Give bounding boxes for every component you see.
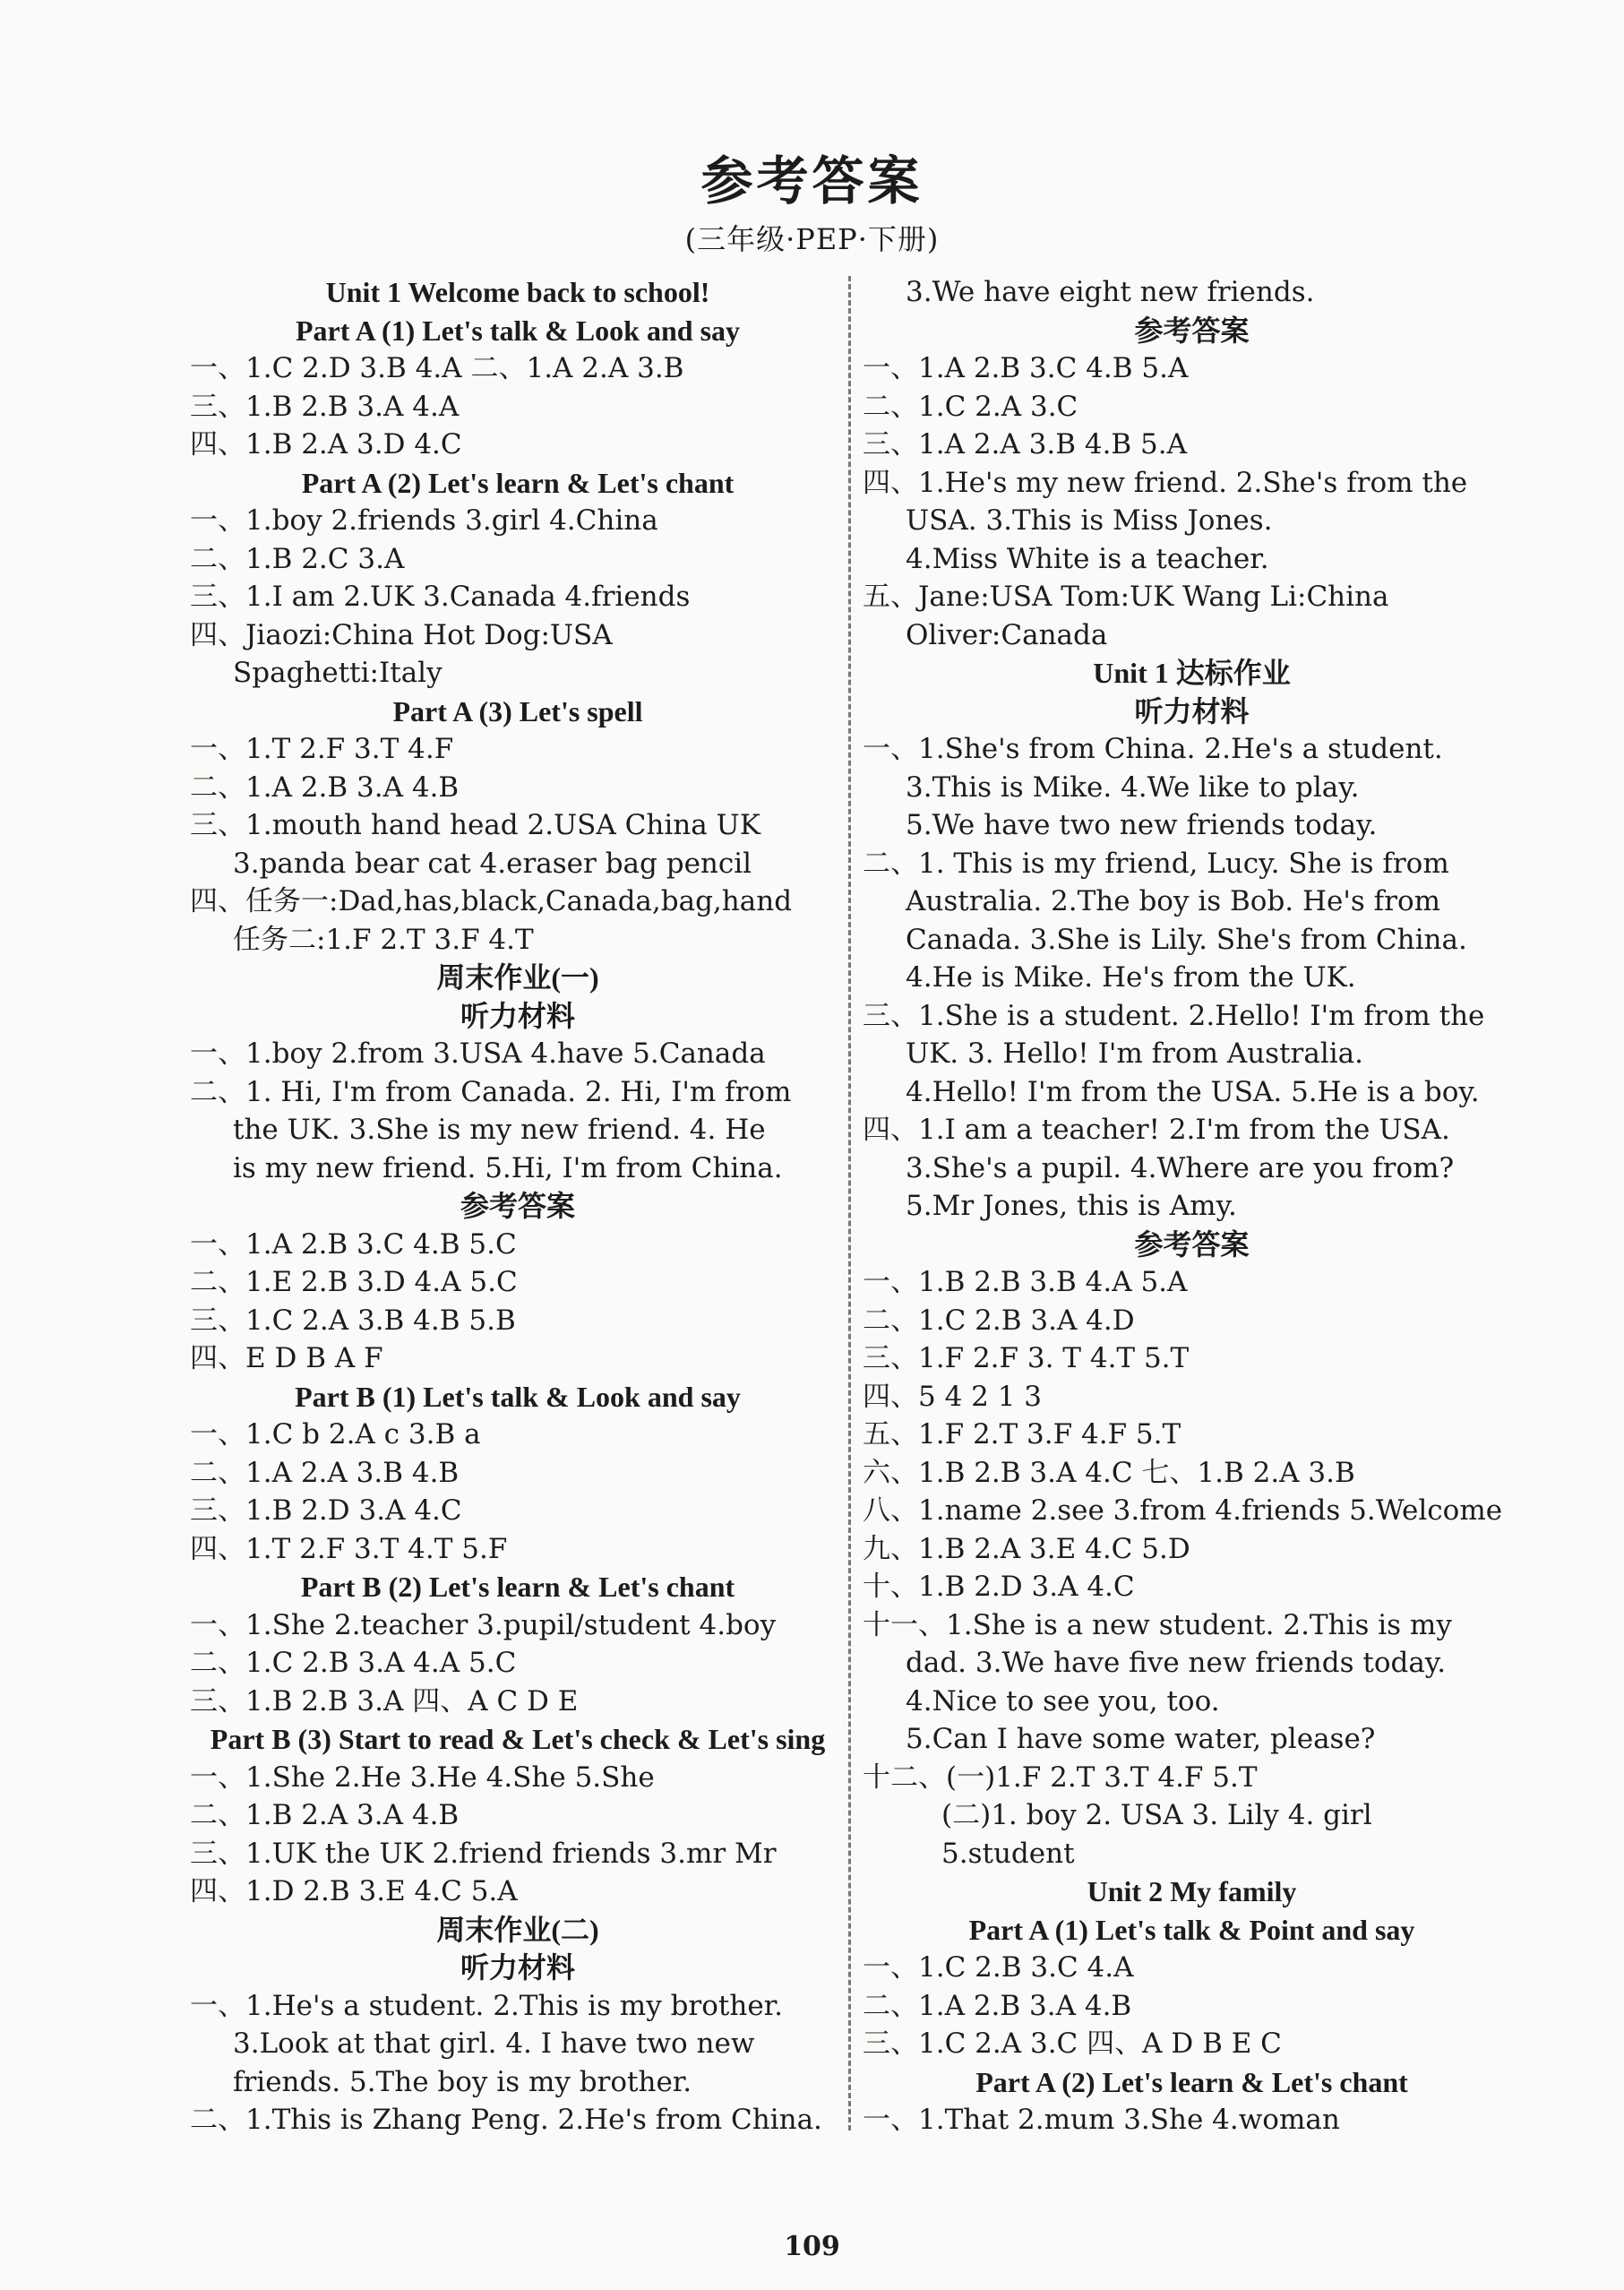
answer-line: 二、1.A 2.A 3.B 4.B — [190, 1456, 460, 1489]
answer-line: 一、1.That 2.mum 3.She 4.woman — [863, 2104, 1340, 2136]
right-column — [863, 273, 1521, 2139]
answer-line: 六、1.B 2.B 3.A 4.C 七、1.B 2.A 3.B — [863, 1456, 1355, 1489]
answer-line: 任务二:1.F 2.T 3.F 4.T — [233, 923, 534, 956]
section-heading: 周末作业(二) — [436, 1913, 599, 1946]
answer-line: 五、Jane:USA Tom:UK Wang Li:China — [863, 581, 1389, 613]
answer-line: 一、1.boy 2.from 3.USA 4.have 5.Canada — [190, 1037, 766, 1070]
answer-line: 二、1.C 2.B 3.A 4.D — [863, 1304, 1135, 1337]
section-heading: 听力材料 — [1134, 694, 1250, 727]
answer-line: Australia. 2.The boy is Bob. He's from — [906, 885, 1441, 917]
section-heading: 周末作业(一) — [436, 961, 599, 994]
answer-line: UK. 3. Hello! I'm from Australia. — [906, 1037, 1364, 1070]
answer-line: 一、1.C 2.D 3.B 4.A 二、1.A 2.A 3.B — [190, 352, 684, 384]
answer-line: 一、1.boy 2.friends 3.girl 4.China — [190, 504, 658, 537]
answer-line: 十、1.B 2.D 3.A 4.C — [863, 1571, 1135, 1603]
answer-line: Canada. 3.She is Lily. She's from China. — [906, 923, 1467, 956]
page-subtitle: (三年级·PEP·下册) — [684, 222, 940, 256]
answer-line: 一、1.He's a student. 2.This is my brother. — [190, 1989, 783, 2022]
page-number: 109 — [784, 2231, 840, 2262]
answer-line: 八、1.name 2.see 3.from 4.friends 5.Welcome — [863, 1494, 1503, 1527]
section-heading: Unit 2 My family — [1087, 1875, 1297, 1907]
column-divider — [848, 276, 851, 2131]
answer-line: 二、1. Hi, I'm from Canada. 2. Hi, I'm from — [190, 1075, 792, 1108]
answer-line: 二、1.A 2.B 3.A 4.B — [190, 771, 460, 804]
answer-line: 一、1.She's from China. 2.He's a student. — [863, 733, 1443, 765]
answer-line: 四、5 4 2 1 3 — [863, 1380, 1043, 1413]
answer-line: 一、1.A 2.B 3.C 4.B 5.C — [190, 1227, 517, 1261]
answer-line: 二、1.B 2.C 3.A — [190, 542, 405, 575]
section-heading: Part A (3) Let's spell — [392, 694, 643, 727]
page-title: 参考答案 — [700, 151, 924, 211]
answer-line: 十二、(一)1.F 2.T 3.T 4.F 5.T — [863, 1761, 1258, 1794]
answer-line: 九、1.B 2.A 3.E 4.C 5.D — [863, 1532, 1190, 1565]
answer-line: 十一、1.She is a new student. 2.This is my — [863, 1608, 1452, 1641]
answer-line: 三、1.I am 2.UK 3.Canada 4.friends — [190, 581, 691, 613]
section-heading: 听力材料 — [460, 1951, 575, 1984]
answer-line: 一、1.C 2.B 3.C 4.A — [863, 1951, 1134, 1984]
answer-line: USA. 3.This is Miss Jones. — [906, 504, 1273, 537]
answer-line: 三、1.C 2.A 3.B 4.B 5.B — [190, 1304, 516, 1337]
answer-line: 3.Look at that girl. 4. I have two new — [233, 2027, 755, 2060]
section-heading: Part A (2) Let's learn & Let's chant — [975, 2065, 1408, 2098]
answer-line: 一、1.She 2.teacher 3.pupil/student 4.boy — [190, 1608, 777, 1641]
answer-line: 四、任务一:Dad,has,black,Canada,bag,hand — [190, 885, 793, 917]
answer-line: 二、1.C 2.B 3.A 4.A 5.C — [190, 1647, 517, 1679]
answer-line: 4.Hello! I'm from the USA. 5.He is a boy. — [906, 1075, 1480, 1108]
answer-line: 四、Jiaozi:China Hot Dog:USA — [190, 618, 613, 651]
answer-line: 一、1.B 2.B 3.B 4.A 5.A — [863, 1266, 1188, 1298]
section-heading: 参考答案 — [1134, 1227, 1250, 1261]
answer-line: 二、1.C 2.A 3.C — [863, 390, 1078, 423]
answer-line: 三、1.B 2.D 3.A 4.C — [190, 1494, 462, 1527]
answer-line: 5.Mr Jones, this is Amy. — [906, 1190, 1237, 1222]
answer-line: 三、1.mouth hand head 2.USA China UK — [190, 809, 760, 841]
section-heading: Unit 1 Welcome back to school! — [325, 276, 710, 308]
answer-line: 四、1.T 2.F 3.T 4.T 5.F — [190, 1532, 508, 1565]
answer-line: 一、1.She 2.He 3.He 4.She 5.She — [190, 1761, 655, 1794]
section-heading: Part A (1) Let's talk & Point and say — [968, 1913, 1415, 1946]
answer-line: 四、1.B 2.A 3.D 4.C — [190, 428, 462, 461]
answer-line: 三、1.F 2.F 3. T 4.T 5.T — [863, 1342, 1190, 1374]
answer-line: 二、1.E 2.B 3.D 4.A 5.C — [190, 1266, 518, 1298]
answer-line: 一、1.T 2.F 3.T 4.F — [190, 733, 454, 765]
answer-line: 三、1.B 2.B 3.A 四、A C D E — [190, 1684, 579, 1718]
answer-line: 三、1.UK the UK 2.friend friends 3.mr Mr — [190, 1837, 777, 1870]
answer-line: dad. 3.We have five new friends today. — [906, 1647, 1447, 1679]
answer-line: (二)1. boy 2. USA 3. Lily 4. girl — [941, 1799, 1372, 1831]
section-heading: Part A (1) Let's talk & Look and say — [295, 314, 741, 347]
section-heading: 参考答案 — [460, 1190, 575, 1222]
section-heading: Part B (1) Let's talk & Look and say — [295, 1380, 741, 1413]
answer-line: Spaghetti:Italy — [233, 657, 443, 689]
answer-line: 4.He is Mike. He's from the UK. — [906, 961, 1356, 994]
answer-line: 二、1. This is my friend, Lucy. She is from — [863, 847, 1449, 880]
answer-line: 三、1.She is a student. 2.Hello! I'm from the — [863, 999, 1485, 1032]
answer-line: 4.Nice to see you, too. — [906, 1684, 1220, 1718]
section-heading: Part B (2) Let's learn & Let's chant — [300, 1571, 735, 1603]
section-heading: 参考答案 — [1134, 314, 1250, 347]
answer-line: 四、1.He's my new friend. 2.She's from the — [863, 466, 1468, 499]
answer-line: 3.She's a pupil. 4.Where are you from? — [906, 1151, 1455, 1184]
answer-line: 4.Miss White is a teacher. — [906, 542, 1269, 575]
answer-line: 3.This is Mike. 4.We like to play. — [906, 771, 1360, 804]
answer-line: friends. 5.The boy is my brother. — [233, 2065, 692, 2098]
answer-line: 3.panda bear cat 4.eraser bag pencil — [233, 847, 752, 880]
answer-line: 二、1.A 2.B 3.A 4.B — [863, 1989, 1132, 2022]
answer-line: 5.student — [941, 1837, 1075, 1870]
answer-line: 二、1.This is Zhang Peng. 2.He's from China. — [190, 2104, 822, 2136]
answer-line: 四、E D B A F — [190, 1342, 383, 1374]
section-heading: Part B (3) Start to read & Let's check & Let's sing — [210, 1723, 826, 1755]
answer-line: Oliver:Canada — [906, 618, 1108, 651]
answer-line: 四、1.D 2.B 3.E 4.C 5.A — [190, 1875, 518, 1907]
section-heading: Unit 1 达标作业 — [1093, 657, 1291, 689]
answer-line: 一、1.A 2.B 3.C 4.B 5.A — [863, 352, 1189, 384]
answer-line: 二、1.B 2.A 3.A 4.B — [190, 1799, 460, 1831]
answer-line: 5.Can I have some water, please? — [906, 1723, 1376, 1755]
answer-line: 三、1.B 2.B 3.A 4.A — [190, 390, 460, 423]
answer-line: 五、1.F 2.T 3.F 4.F 5.T — [863, 1418, 1181, 1451]
answer-line: is my new friend. 5.Hi, I'm from China. — [233, 1151, 783, 1184]
left-column — [190, 273, 846, 2139]
answer-line: the UK. 3.She is my new friend. 4. He — [233, 1114, 766, 1146]
answer-line: 三、1.C 2.A 3.C 四、A D B E C — [863, 2027, 1282, 2060]
section-heading: Part A (2) Let's learn & Let's chant — [301, 466, 735, 499]
answer-line: 三、1.A 2.A 3.B 4.B 5.A — [863, 428, 1188, 461]
section-heading: 听力材料 — [460, 999, 575, 1032]
answer-line: 3.We have eight new friends. — [906, 276, 1315, 308]
answer-line: 四、1.I am a teacher! 2.I'm from the USA. — [863, 1114, 1450, 1146]
answer-line: 一、1.C b 2.A c 3.B a — [190, 1418, 481, 1451]
answer-line: 5.We have two new friends today. — [906, 809, 1378, 841]
